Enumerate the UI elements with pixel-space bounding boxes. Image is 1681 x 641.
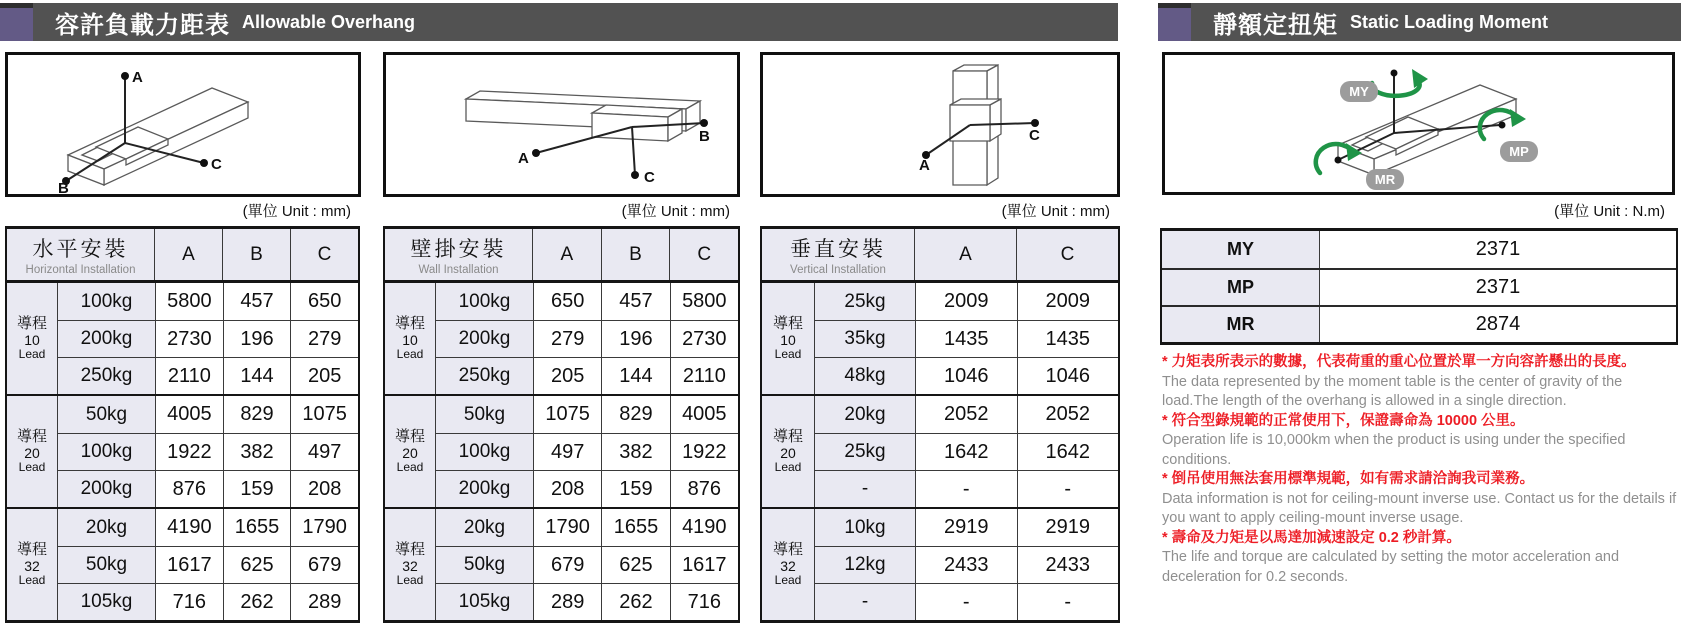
value-cell: 679 [290,547,358,583]
load-cell: 10kg [815,509,915,546]
axis-label-b: B [58,180,69,194]
table-row [58,357,358,394]
lead-group [385,394,738,507]
table-name-en: Vertical Installation [790,264,886,276]
overhang-title-zh: 容許負載力距表 [55,11,230,39]
value-cell: 1790 [290,509,358,546]
lead-group [7,394,358,507]
value-cell: 5800 [155,283,223,320]
value-cell: 876 [670,471,738,507]
load-cell: 25kg [815,283,915,320]
value-cell: 4190 [670,509,738,546]
actuator-body [466,91,700,141]
lead-number: 10 [402,331,418,348]
unit-label-mm: (單位 Unit : mm) [1001,203,1110,220]
load-cell: 105kg [436,584,533,620]
lead-en: Lead [396,572,424,587]
value-cell: 716 [670,584,738,620]
moment-title-zh: 靜額定扭矩 [1213,11,1338,39]
footnotes [1162,353,1679,587]
column-header: A [154,229,222,280]
lead-en: Lead [18,459,46,474]
value-cell: 4005 [155,396,223,433]
load-cell: 200kg [58,471,155,507]
lead-group [762,507,1118,620]
table-name-zh: 垂直安裝 [790,238,886,261]
column-header: B [222,229,290,280]
moment-row [1162,268,1676,305]
value-cell: 829 [601,396,669,433]
lead-zh: 導程 [394,428,425,446]
note-item [1162,412,1679,471]
value-cell: 2052 [915,396,1017,433]
load-cell: 200kg [436,471,533,507]
value-cell: 2919 [1017,509,1119,546]
table-row [436,283,738,320]
load-cell: 50kg [436,547,533,583]
value-cell: 5800 [670,283,738,320]
table-header-row [762,229,1118,283]
axis-label-a: A [919,157,930,174]
table-row [815,357,1118,394]
value-cell: 1075 [533,396,601,433]
note-en: The data represented by the moment table is the center of gravity of the load.The length of the overhang is allowed in a single direction. [1162,373,1623,409]
value-cell: 679 [533,547,601,583]
table-row [815,283,1118,320]
value-cell: 144 [601,358,669,394]
lead-cell [762,283,814,394]
note-en: Operation life is 10,000km when the product is using under the specified conditions. [1162,432,1626,468]
value-cell: 1642 [1017,434,1119,470]
value-cell: 497 [533,434,601,470]
lead-number: 20 [402,444,418,461]
column-header: C [290,229,358,280]
value-cell: 144 [223,358,291,394]
load-cell: 100kg [58,283,155,320]
note-en: The life and torque are calculated by setting the motor acceleration and deceleration for 0.2 seconds. [1162,549,1620,585]
axis-label-b: B [699,128,710,145]
value-cell: 4190 [155,509,223,546]
lead-group [762,283,1118,394]
lead-en: Lead [396,459,424,474]
moment-label-cell: MP [1162,270,1320,305]
overhang-title [55,3,415,41]
value-cell: 2919 [915,509,1017,546]
table-row [58,433,358,470]
value-cell: 208 [290,471,358,507]
load-cell: - [815,471,915,507]
load-cell: 25kg [815,434,915,470]
axis-label-c: C [211,156,222,173]
value-cell: 1046 [915,358,1017,394]
vertical-installation-diagram [760,52,1120,197]
load-cell: 48kg [815,358,915,394]
wall-installation-diagram [383,52,740,197]
lead-number: 32 [402,557,418,574]
lead-zh: 導程 [394,315,425,333]
value-cell: 716 [155,584,223,620]
value-cell: 1642 [915,434,1017,470]
value-cell: 2730 [670,321,738,357]
value-cell: 289 [290,584,358,620]
table-row [58,320,358,357]
table-name-zh: 水平安裝 [32,238,129,261]
lead-zh: 導程 [772,315,803,333]
table-row [436,509,738,546]
wall-installation-table [383,226,740,623]
value-cell: 497 [290,434,358,470]
value-cell: 2110 [670,358,738,394]
badge-mr: MR [1374,172,1396,187]
table-row [815,509,1118,546]
table-name-en: Horizontal Installation [25,264,136,276]
table-row [436,433,738,470]
lead-group [385,283,738,394]
load-cell: 100kg [436,283,533,320]
table-row [58,283,358,320]
note-en: Data information is not for ceiling-mount inverse use. Contact us for the details if you want to apply ceiling-mount inverse usage. [1162,490,1677,526]
note-zh: * 力矩表所表示的數據，代表荷重的重心位置於單一方向容許懸出的長度。 [1162,354,1636,370]
value-cell: 625 [223,547,291,583]
table-row [815,396,1118,433]
load-cell: 100kg [436,434,533,470]
table-row [815,546,1118,583]
table-row [436,546,738,583]
load-cell: 20kg [436,509,533,546]
table-row [815,470,1118,507]
lead-number: 32 [780,557,796,574]
table-row [58,470,358,507]
lead-zh: 導程 [394,541,425,559]
value-cell: 1435 [1017,321,1119,357]
table-row [58,583,358,620]
value-cell: 2009 [915,283,1017,320]
load-cell: 20kg [58,509,155,546]
note-item [1162,470,1679,529]
lead-number: 32 [24,557,40,574]
value-cell: 650 [533,283,601,320]
value-cell: 4005 [670,396,738,433]
note-item [1162,353,1679,412]
lead-en: Lead [396,346,424,361]
moment-title [1213,3,1548,41]
value-cell: 205 [290,358,358,394]
load-cell: 200kg [436,321,533,357]
lead-cell [385,283,435,394]
header-accent-square [1158,3,1191,41]
lead-group [7,283,358,394]
value-cell: 457 [223,283,291,320]
lead-en: Lead [18,572,46,587]
lead-zh: 導程 [16,541,47,559]
load-cell: 100kg [58,434,155,470]
unit-label-mm: (單位 Unit : mm) [621,203,730,220]
value-cell: 2009 [1017,283,1119,320]
lead-en: Lead [18,346,46,361]
badge-mp: MP [1509,144,1529,159]
value-cell: 159 [601,471,669,507]
actuator-horizontal-sketch [8,55,358,194]
badge-my: MY [1349,84,1369,99]
value-cell: 279 [533,321,601,357]
value-cell: 2433 [1017,547,1119,583]
table-row [436,470,738,507]
column-header: A [532,229,601,280]
value-cell: 650 [290,283,358,320]
value-cell: 2110 [155,358,223,394]
moment-diagram [1162,52,1675,195]
header-accent-square [0,3,33,41]
value-cell: 382 [223,434,291,470]
load-cell: 50kg [58,547,155,583]
value-cell: 2730 [155,321,223,357]
actuator-moment-sketch [1165,55,1672,192]
lead-en: Lead [774,572,802,587]
moment-title-en: Static Loading Moment [1350,11,1548,32]
lead-cell [7,509,57,620]
lead-cell [385,396,435,507]
value-cell: 829 [223,396,291,433]
axis-label-c: C [644,169,655,186]
lead-en: Lead [774,346,802,361]
value-cell: - [1017,471,1119,507]
value-cell: - [1017,584,1119,620]
load-cell: 35kg [815,321,915,357]
note-zh: * 倒吊使用無法套用標準規範，如有需求請洽詢我司業務。 [1162,471,1535,487]
lead-number: 10 [24,331,40,348]
value-cell: 876 [155,471,223,507]
column-header: C [669,229,738,280]
column-header: B [601,229,670,280]
value-cell: 2052 [1017,396,1119,433]
load-cell: 250kg [58,358,155,394]
static-moment-table [1160,228,1678,345]
overhang-title-en: Allowable Overhang [242,11,416,32]
table-row [815,433,1118,470]
load-cell: - [815,584,915,620]
moment-header-bar [1158,3,1681,41]
value-cell: 457 [601,283,669,320]
table-row [815,583,1118,620]
lead-zh: 導程 [772,541,803,559]
column-header: A [914,229,1016,280]
lead-en: Lead [774,459,802,474]
vertical-installation-table [760,226,1120,623]
unit-label-nm: (單位 Unit : N.m) [1554,203,1665,220]
load-cell: 20kg [815,396,915,433]
value-cell: 1046 [1017,358,1119,394]
load-cell: 50kg [436,396,533,433]
value-cell: 382 [601,434,669,470]
value-cell: - [915,471,1017,507]
value-cell: 289 [533,584,601,620]
table-row [436,320,738,357]
table-row [58,396,358,433]
note-zh: * 符合型錄規範的正常使用下，保證壽命為 10000 公里。 [1162,412,1525,429]
lead-number: 20 [780,444,796,461]
value-cell: 279 [290,321,358,357]
lead-cell [7,396,57,507]
lead-zh: 導程 [16,428,47,446]
value-cell: 205 [533,358,601,394]
moment-value-cell: 2874 [1475,313,1521,335]
value-cell: 208 [533,471,601,507]
value-cell: 1922 [670,434,738,470]
moment-row [1162,305,1676,342]
value-cell: - [915,584,1017,620]
lead-number: 10 [780,331,796,348]
value-cell: 262 [601,584,669,620]
value-cell: 262 [223,584,291,620]
load-cell: 105kg [58,584,155,620]
lead-group [762,394,1118,507]
table-name-cell [762,229,914,280]
moment-label-cell: MR [1162,307,1320,342]
axis-label-a: A [132,69,143,86]
table-row [815,320,1118,357]
value-cell: 1617 [155,547,223,583]
column-header: C [1016,229,1118,280]
horizontal-installation-diagram [5,52,361,197]
actuator-vertical-sketch [763,55,1117,194]
table-row [436,357,738,394]
lead-cell [7,283,57,394]
value-cell: 196 [223,321,291,357]
load-cell: 50kg [58,396,155,433]
moment-value-cell: 2371 [1475,238,1521,260]
overhang-header-bar [0,3,1118,41]
axis-label-c: C [1029,127,1040,144]
lead-cell [385,509,435,620]
value-cell: 1655 [601,509,669,546]
moment-value-cell: 2371 [1475,276,1521,298]
value-cell: 1922 [155,434,223,470]
table-row [58,509,358,546]
horizontal-installation-table [5,226,360,623]
value-cell: 2433 [915,547,1017,583]
lead-zh: 導程 [16,315,47,333]
load-cell: 250kg [436,358,533,394]
lead-group [385,507,738,620]
value-cell: 1617 [670,547,738,583]
lead-zh: 導程 [772,428,803,446]
moment-row [1162,231,1676,268]
axis-label-a: A [518,150,529,167]
load-cell: 12kg [815,547,915,583]
value-cell: 625 [601,547,669,583]
unit-label-mm: (單位 Unit : mm) [242,203,351,220]
note-item [1162,529,1679,588]
table-row [58,546,358,583]
value-cell: 1655 [223,509,291,546]
value-cell: 1435 [915,321,1017,357]
table-header-row [7,229,358,283]
value-cell: 196 [601,321,669,357]
load-cell: 200kg [58,321,155,357]
actuator-wall-sketch [386,55,737,194]
table-name-zh: 壁掛安裝 [410,238,507,261]
table-name-cell [385,229,532,280]
note-zh: * 壽命及力矩是以馬達加減速設定 0.2 秒計算。 [1162,529,1461,546]
value-cell: 1075 [290,396,358,433]
table-name-en: Wall Installation [418,264,499,276]
lead-cell [762,509,814,620]
table-name-cell [7,229,154,280]
lead-cell [762,396,814,507]
table-row [436,583,738,620]
moment-label-cell: MY [1162,231,1320,268]
value-cell: 1790 [533,509,601,546]
table-header-row [385,229,738,283]
value-cell: 159 [223,471,291,507]
table-row [436,396,738,433]
lead-number: 20 [24,444,40,461]
lead-group [7,507,358,620]
